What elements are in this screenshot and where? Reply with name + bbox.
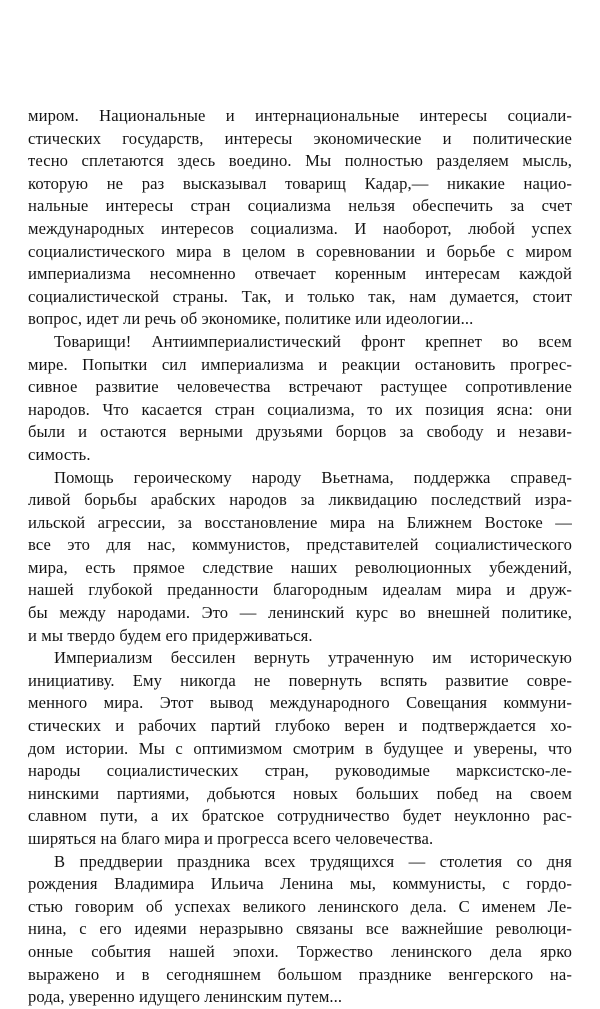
text-line: Империализм бессилен вернуть утраченную им историческую <box>54 648 572 668</box>
text-line: ширяться на благо мира и прогресса всего человечества. <box>28 829 434 848</box>
text-line: менного мира. Этот вывод международного Совещания коммуни- <box>28 693 572 713</box>
text-line: и мы твердо будем его придерживаться. <box>28 625 313 645</box>
paragraph-4 <box>28 647 572 850</box>
text-line: бы между народами. Это — ленинский курс во внешней политике, <box>28 603 572 623</box>
text-line: социалистической страны. Так, и только так, нам думается, стоит <box>28 286 572 306</box>
text-line: нашей глубокой преданности благородным идеалам мира и друж- <box>28 580 572 600</box>
text-line: рождения Владимира Ильича Ленина мы, коммунисты, с гордо- <box>28 874 572 894</box>
text-line: которую не раз высказывал товарищ Кадар,— никакие нацио- <box>28 173 572 193</box>
text-line: онные события нашей эпохи. Торжество ленинского дела ярко <box>28 941 572 961</box>
paragraph-3 <box>28 467 572 648</box>
text-line: Помощь героическому народу Вьетнама, поддержка справед- <box>54 467 572 487</box>
text-line: все это для нас, коммунистов, представителей социалистического <box>28 535 572 555</box>
paragraph-5 <box>28 851 572 1009</box>
text-line: народы социалистических стран, руководимые марксистско-ле- <box>28 761 572 781</box>
text-line: нинскими партиями, добьются новых больших побед на своем <box>28 783 572 803</box>
text-line: мира, есть прямое следствие наших революционных убеждений, <box>28 557 572 577</box>
paragraph-1 <box>28 105 572 331</box>
text-line: стических государств, интересы экономические и политические <box>28 128 572 148</box>
text-line: сивное развитие человечества встречают растущее сопротивление <box>28 377 572 397</box>
text-line: славном пути, а их братское сотрудничество будет неуклонно рас- <box>28 806 572 826</box>
text-line: ливой борьбы арабских народов за ликвидацию последствий изра- <box>28 490 572 510</box>
text-line: выражено и в сегодняшнем большом празднике венгерского на- <box>28 964 572 984</box>
paragraph-2 <box>28 331 572 467</box>
text-line: социалистического мира в целом в соревновании и борьбе с миром <box>28 241 572 261</box>
text-line: инициативу. Ему никогда не повернуть вспять развитие совре- <box>28 670 572 690</box>
text-line: тесно сплетаются здесь воедино. Мы полностью разделяем мысль, <box>28 151 572 171</box>
text-line: мире. Попытки сил империализма и реакции остановить прогрес- <box>28 354 572 374</box>
text-line: стических и рабочих партий глубоко верен и подтверждается хо- <box>28 716 572 736</box>
text-line: вопрос, идет ли речь об экономике, политике или идеологии... <box>28 309 474 329</box>
page-text-body <box>28 105 572 1009</box>
text-line: империализма несомненно отвечает коренным интересам каждой <box>28 264 572 284</box>
text-line: В преддверии праздника всех трудящихся — столетия со дня <box>54 851 572 871</box>
text-line: рода, уверенно идущего ленинским путем... <box>28 987 343 1007</box>
text-line: миром. Национальные и интернациональные интересы социали- <box>28 106 572 125</box>
text-line: Товарищи! Антиимпериалистический фронт крепнет во всем <box>54 331 572 351</box>
text-line: дом истории. Мы с оптимизмом смотрим в будущее и уверены, что <box>28 738 572 758</box>
text-line: ильской агрессии, за восстановление мира на Ближнем Востоке — <box>28 512 572 532</box>
text-line: нальные интересы стран социализма нельзя обеспечить за счет <box>28 196 572 216</box>
text-line: симость. <box>28 444 91 464</box>
text-line: стью говорим об успехах великого ленинского дела. С именем Ле- <box>28 896 572 916</box>
text-line: международных интересов социализма. И наоборот, любой успех <box>28 218 572 238</box>
text-line: нина, с его идеями неразрывно связаны все важнейшие революци- <box>28 919 572 939</box>
text-line: были и остаются верными друзьями борцов за свободу и незави- <box>28 422 572 442</box>
text-line: народов. Что касается стран социализма, то их позиция ясна: они <box>28 399 572 419</box>
